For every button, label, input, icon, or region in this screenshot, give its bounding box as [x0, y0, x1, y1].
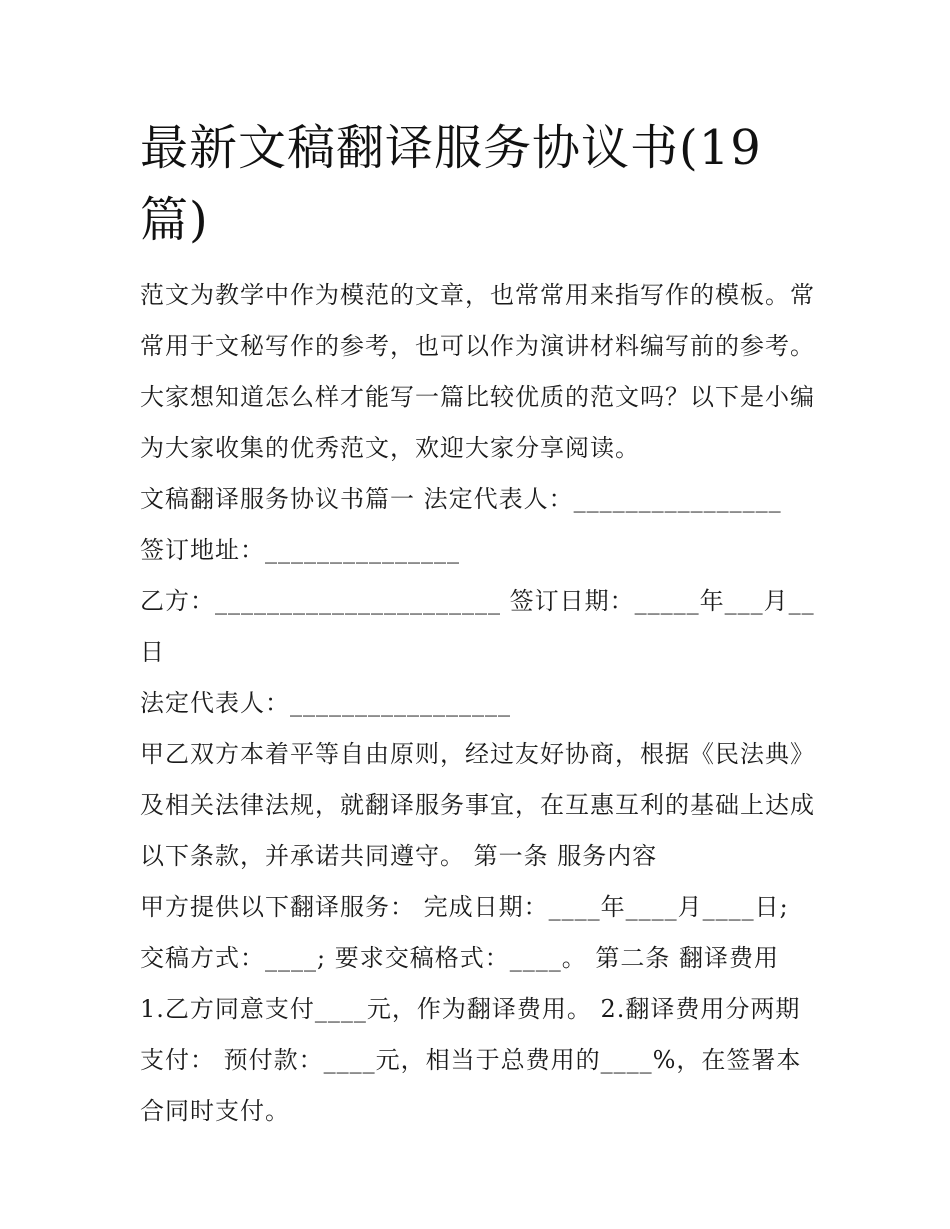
translation-fee-paragraph: 1.乙方同意支付____元，作为翻译费用。 2.翻译费用分两期支付： 预付款：____元，相当于总费用的____%，在签署本合同时支付。	[140, 995, 802, 1125]
party-b-paragraph: 乙方：______________________ 签订日期：_____年___月__日	[140, 587, 815, 666]
document-title: 最新文稿翻译服务协议书(19篇)	[140, 120, 762, 248]
document-page	[140, 112, 815, 1137]
service-content-paragraph: 甲方提供以下翻译服务： 完成日期：____年____月____日; 交稿方式：____; 要求交稿格式：____。 第二条 翻译费用	[140, 893, 789, 972]
intro-paragraph: 范文为教学中作为模范的文章，也常常用来指写作的模板。常常用于文秘写作的参考，也可以作为演讲材料编写前的参考。大家想知道怎么样才能写一篇比较优质的范文吗？以下是小编为大家收集的优秀范文，欢迎大家分享阅读。	[140, 281, 815, 462]
preamble-paragraph: 甲乙双方本着平等自由原则，经过友好协商，根据《民法典》及相关法律法规，就翻译服务事宜，在互惠互利的基础上达成以下条款，并承诺共同遵守。 第一条 服务内容	[140, 740, 815, 870]
legal-representative-paragraph: 法定代表人：_________________	[140, 689, 511, 717]
agreement-header-paragraph: 文稿翻译服务协议书篇一 法定代表人：________________ 签订地址：_______________	[140, 485, 782, 564]
